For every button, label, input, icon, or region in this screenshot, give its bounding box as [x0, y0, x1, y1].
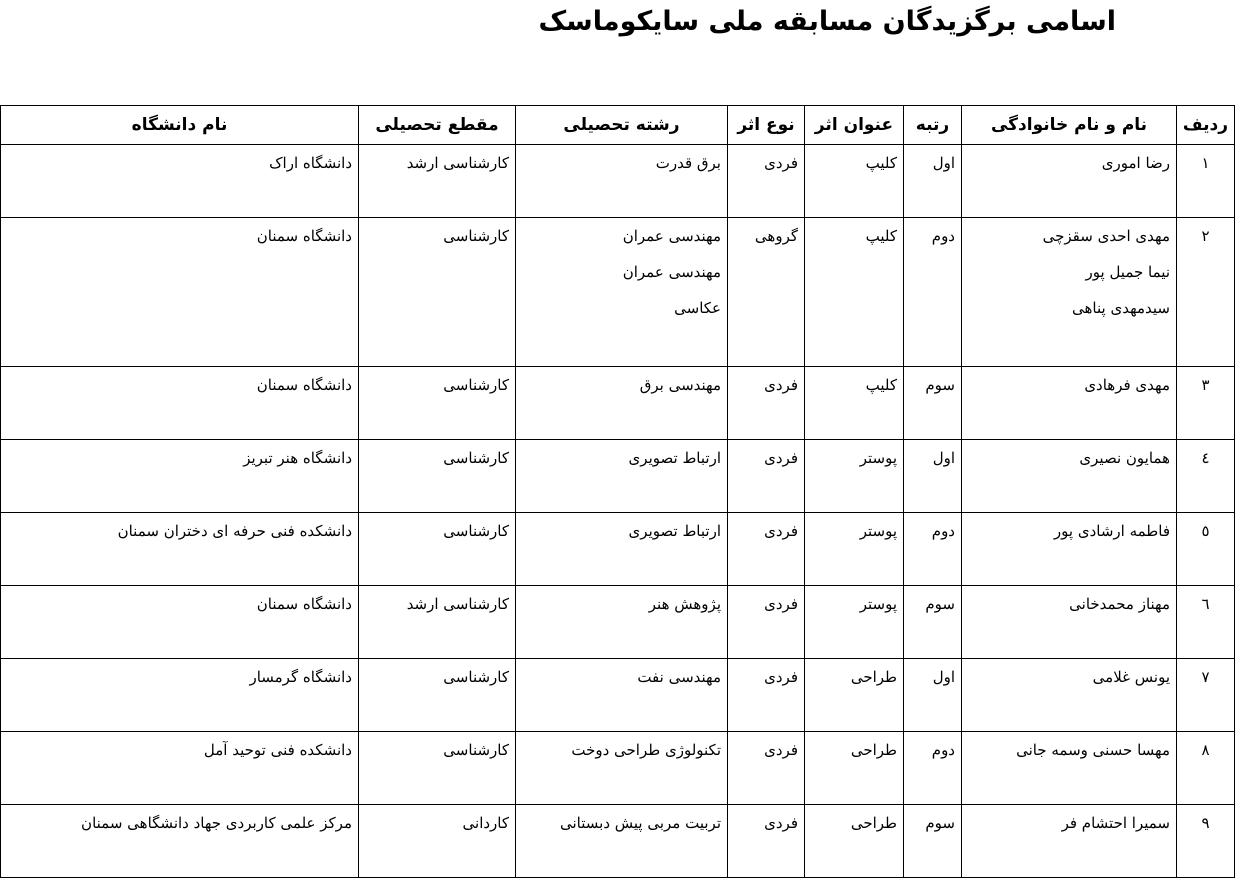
cell-name: همایون نصیری	[962, 440, 1177, 513]
header-name: نام و نام خانوادگی	[962, 106, 1177, 145]
cell-work-type: گروهی	[728, 218, 805, 367]
cell-rank: دوم	[904, 218, 962, 367]
cell-degree: کارشناسی	[359, 513, 516, 586]
cell-university: دانشگاه سمنان	[1, 218, 359, 367]
cell-idx: ١	[1177, 145, 1235, 218]
cell-rank: دوم	[904, 513, 962, 586]
table-row	[1, 805, 1235, 878]
cell-rank: سوم	[904, 805, 962, 878]
table-row	[1, 145, 1235, 218]
cell-field	[516, 218, 728, 367]
cell-name: یونس غلامی	[962, 659, 1177, 732]
cell-rank: اول	[904, 145, 962, 218]
table-row	[1, 218, 1235, 367]
cell-work-title: طراحی	[805, 659, 904, 732]
cell-work-type: فردی	[728, 732, 805, 805]
cell-rank: اول	[904, 440, 962, 513]
table-row	[1, 659, 1235, 732]
cell-university: دانشکده فنی حرفه ای دختران سمنان	[1, 513, 359, 586]
cell-university: دانشگاه اراک	[1, 145, 359, 218]
cell-work-title: پوستر	[805, 513, 904, 586]
cell-degree: کارشناسی ارشد	[359, 145, 516, 218]
cell-name: فاطمه ارشادی پور	[962, 513, 1177, 586]
header-university: نام دانشگاه	[1, 106, 359, 145]
cell-idx: ٢	[1177, 218, 1235, 367]
cell-university: دانشکده فنی توحید آمل	[1, 732, 359, 805]
cell-idx: ٨	[1177, 732, 1235, 805]
cell-field: برق قدرت	[516, 145, 728, 218]
table-header-row	[1, 106, 1235, 145]
cell-degree: کارشناسی	[359, 218, 516, 367]
name-list	[968, 218, 1170, 326]
cell-idx: ٧	[1177, 659, 1235, 732]
cell-university: دانشگاه هنر تبریز	[1, 440, 359, 513]
header-idx: ردیف	[1177, 106, 1235, 145]
cell-name: مهدی فرهادی	[962, 367, 1177, 440]
name-item: مهدی احدی سقزچی	[1042, 227, 1170, 245]
cell-field: ارتباط تصویری	[516, 513, 728, 586]
field-item: مهندسی عمران	[622, 263, 721, 281]
winners-table	[0, 105, 1235, 878]
cell-rank: اول	[904, 659, 962, 732]
cell-degree: کارشناسی	[359, 732, 516, 805]
cell-idx: ٥	[1177, 513, 1235, 586]
cell-field: ارتباط تصویری	[516, 440, 728, 513]
header-work-title: عنوان اثر	[805, 106, 904, 145]
table-row	[1, 586, 1235, 659]
cell-work-type: فردی	[728, 805, 805, 878]
cell-degree: کارشناسی	[359, 440, 516, 513]
cell-work-type: فردی	[728, 367, 805, 440]
cell-rank: سوم	[904, 367, 962, 440]
name-item: نیما جمیل پور	[1085, 263, 1170, 281]
cell-field: مهندسی برق	[516, 367, 728, 440]
cell-university: مرکز علمی کاربردی جهاد دانشگاهی سمنان	[1, 805, 359, 878]
cell-field: مهندسی نفت	[516, 659, 728, 732]
field-list	[522, 218, 721, 326]
cell-name: مهناز محمدخانی	[962, 586, 1177, 659]
table-row	[1, 367, 1235, 440]
cell-rank: سوم	[904, 586, 962, 659]
table-row	[1, 440, 1235, 513]
cell-work-type: فردی	[728, 586, 805, 659]
cell-work-type: فردی	[728, 440, 805, 513]
field-item: عکاسی	[674, 299, 721, 317]
name-item: سیدمهدی پناهی	[1072, 299, 1170, 317]
cell-field: پژوهش هنر	[516, 586, 728, 659]
table-row	[1, 732, 1235, 805]
cell-university: دانشگاه سمنان	[1, 586, 359, 659]
page-title: اسامی برگزیدگان مسابقه ملی سایکوماسک	[538, 6, 1116, 37]
cell-degree: کارشناسی ارشد	[359, 586, 516, 659]
cell-rank: دوم	[904, 732, 962, 805]
cell-degree: کارشناسی	[359, 659, 516, 732]
cell-idx: ٩	[1177, 805, 1235, 878]
cell-degree: کارشناسی	[359, 367, 516, 440]
cell-work-type: فردی	[728, 145, 805, 218]
table-row	[1, 513, 1235, 586]
cell-work-title: کلیپ	[805, 367, 904, 440]
cell-name: مهسا حسنی وسمه جانی	[962, 732, 1177, 805]
cell-university: دانشگاه گرمسار	[1, 659, 359, 732]
cell-name: سمیرا احتشام فر	[962, 805, 1177, 878]
cell-work-title: طراحی	[805, 732, 904, 805]
header-rank: رتبه	[904, 106, 962, 145]
cell-work-title: پوستر	[805, 440, 904, 513]
cell-name	[962, 218, 1177, 367]
cell-idx: ٤	[1177, 440, 1235, 513]
cell-degree: کاردانی	[359, 805, 516, 878]
cell-work-type: فردی	[728, 513, 805, 586]
cell-idx: ٣	[1177, 367, 1235, 440]
header-work-type: نوع اثر	[728, 106, 805, 145]
cell-work-title: پوستر	[805, 586, 904, 659]
header-degree: مقطع تحصیلی	[359, 106, 516, 145]
cell-work-type: فردی	[728, 659, 805, 732]
cell-idx: ٦	[1177, 586, 1235, 659]
header-field: رشته تحصیلی	[516, 106, 728, 145]
cell-name: رضا اموری	[962, 145, 1177, 218]
cell-work-title: طراحی	[805, 805, 904, 878]
cell-university: دانشگاه سمنان	[1, 367, 359, 440]
field-item: مهندسی عمران	[622, 227, 721, 245]
cell-field: تکنولوژی طراحی دوخت	[516, 732, 728, 805]
cell-field: تربیت مربی پیش دبستانی	[516, 805, 728, 878]
cell-work-title: کلیپ	[805, 218, 904, 367]
cell-work-title: کلیپ	[805, 145, 904, 218]
